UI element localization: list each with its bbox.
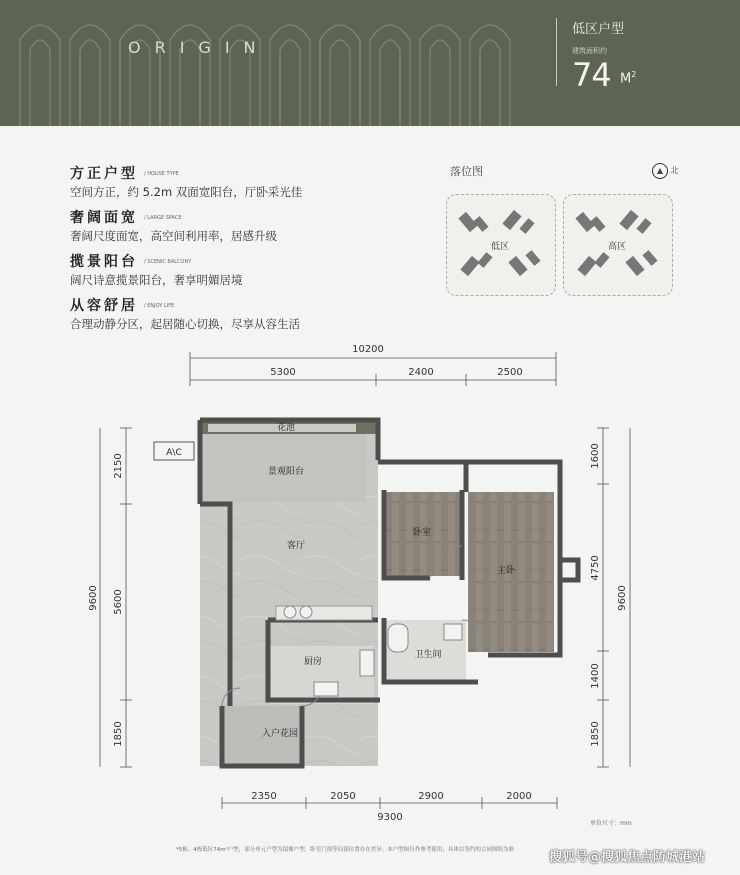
room-label-living: 客厅 <box>286 541 306 551</box>
feature-title: 揽景阳台 <box>70 254 138 270</box>
room-label-entry-garden: 入户花园 <box>261 729 299 739</box>
stool-icon <box>284 606 296 618</box>
feature-desc: 空间方正，约 5.2m 双面宽阳台，厅卧采光佳 <box>70 185 303 199</box>
dim-bottom-segment: 2050 <box>330 791 356 802</box>
dim-bottom-total: 9300 <box>377 812 403 823</box>
stove-icon <box>360 650 374 676</box>
kitchen-sink-icon <box>314 682 338 696</box>
dim-bottom-segment: 2350 <box>251 791 277 802</box>
dim-top-segment: 2400 <box>408 367 434 378</box>
dim-left-segment: 5600 <box>113 589 124 615</box>
unit-note: 单位尺寸：mm <box>590 820 632 827</box>
feature-en: / LARGE SPACE <box>144 214 182 221</box>
feature-en: / ENJOY LIFE <box>144 302 175 309</box>
room-label-flower-bed: 花池 <box>276 423 296 433</box>
area-unit: $M^2$ <box>620 70 637 87</box>
feature-title: 奢阔面宽 <box>70 210 138 226</box>
feature-en: / HOUSE TYPE <box>144 170 179 177</box>
unit-type-title: 低区户型 <box>572 22 625 37</box>
area-label: 建筑面积约 <box>572 47 607 55</box>
room-label-bathroom: 卫生间 <box>414 650 442 660</box>
dim-right-total: 9600 <box>617 585 628 611</box>
dim-bottom-segment: 2000 <box>506 791 532 802</box>
high-zone-label: 高区 <box>608 242 627 252</box>
room-label-kitchen: 厨房 <box>303 657 323 667</box>
site-plan-title: 落位图 <box>450 165 483 178</box>
dim-right-segment: 4750 <box>590 555 601 581</box>
dim-left-segment: 1850 <box>113 721 124 747</box>
dim-right-segment: 1400 <box>590 663 601 689</box>
feature-desc: 阔尺诗意揽景阳台，奢享明媚居境 <box>70 273 243 287</box>
footnote: *5栋、4栋低区74m²户型，部分单元户型为镜像户型，卧室门窗等局部位置存在差异；本户型图仅作参考使用，具体以签约的合同图纸为准 <box>176 847 514 853</box>
feature-title: 方正户型 <box>70 166 138 182</box>
toilet-icon <box>388 624 408 652</box>
north-arrow-icon: ▲ <box>652 163 668 179</box>
room-label-ac: A\C <box>166 448 182 458</box>
sink-icon <box>444 624 462 640</box>
dim-top-segment: 5300 <box>270 367 296 378</box>
dim-bottom-segment: 2900 <box>418 791 444 802</box>
dim-left-segment: 2150 <box>113 453 124 479</box>
watermark: 搜狐号@搜狐焦点防城港站 <box>549 850 706 865</box>
stool-icon <box>300 606 312 618</box>
dim-top-total: 10200 <box>352 344 384 355</box>
feature-en: / SCENIC BALCONY <box>144 258 192 265</box>
dim-right-segment: 1600 <box>590 443 601 469</box>
low-zone-label: 低区 <box>491 242 510 252</box>
room-label-master: 主卧 <box>496 566 516 576</box>
room-label-bedroom: 卧室 <box>412 528 432 538</box>
feature-desc: 奢阔尺度面宽，高空间利用率，居感升级 <box>70 229 277 243</box>
dim-right-segment: 1850 <box>590 721 601 747</box>
room-label-balcony: 景观阳台 <box>267 467 305 477</box>
feature-desc: 合理动静分区，起居随心切换，尽享从容生活 <box>70 317 300 331</box>
dim-top-segment: 2500 <box>497 367 523 378</box>
area-value: 74 <box>572 56 611 94</box>
north-label: 北 <box>670 166 679 175</box>
feature-title: 从容舒居 <box>70 298 138 314</box>
dim-left-total: 9600 <box>88 585 99 611</box>
brand-logo: ORIGIN <box>128 38 270 57</box>
